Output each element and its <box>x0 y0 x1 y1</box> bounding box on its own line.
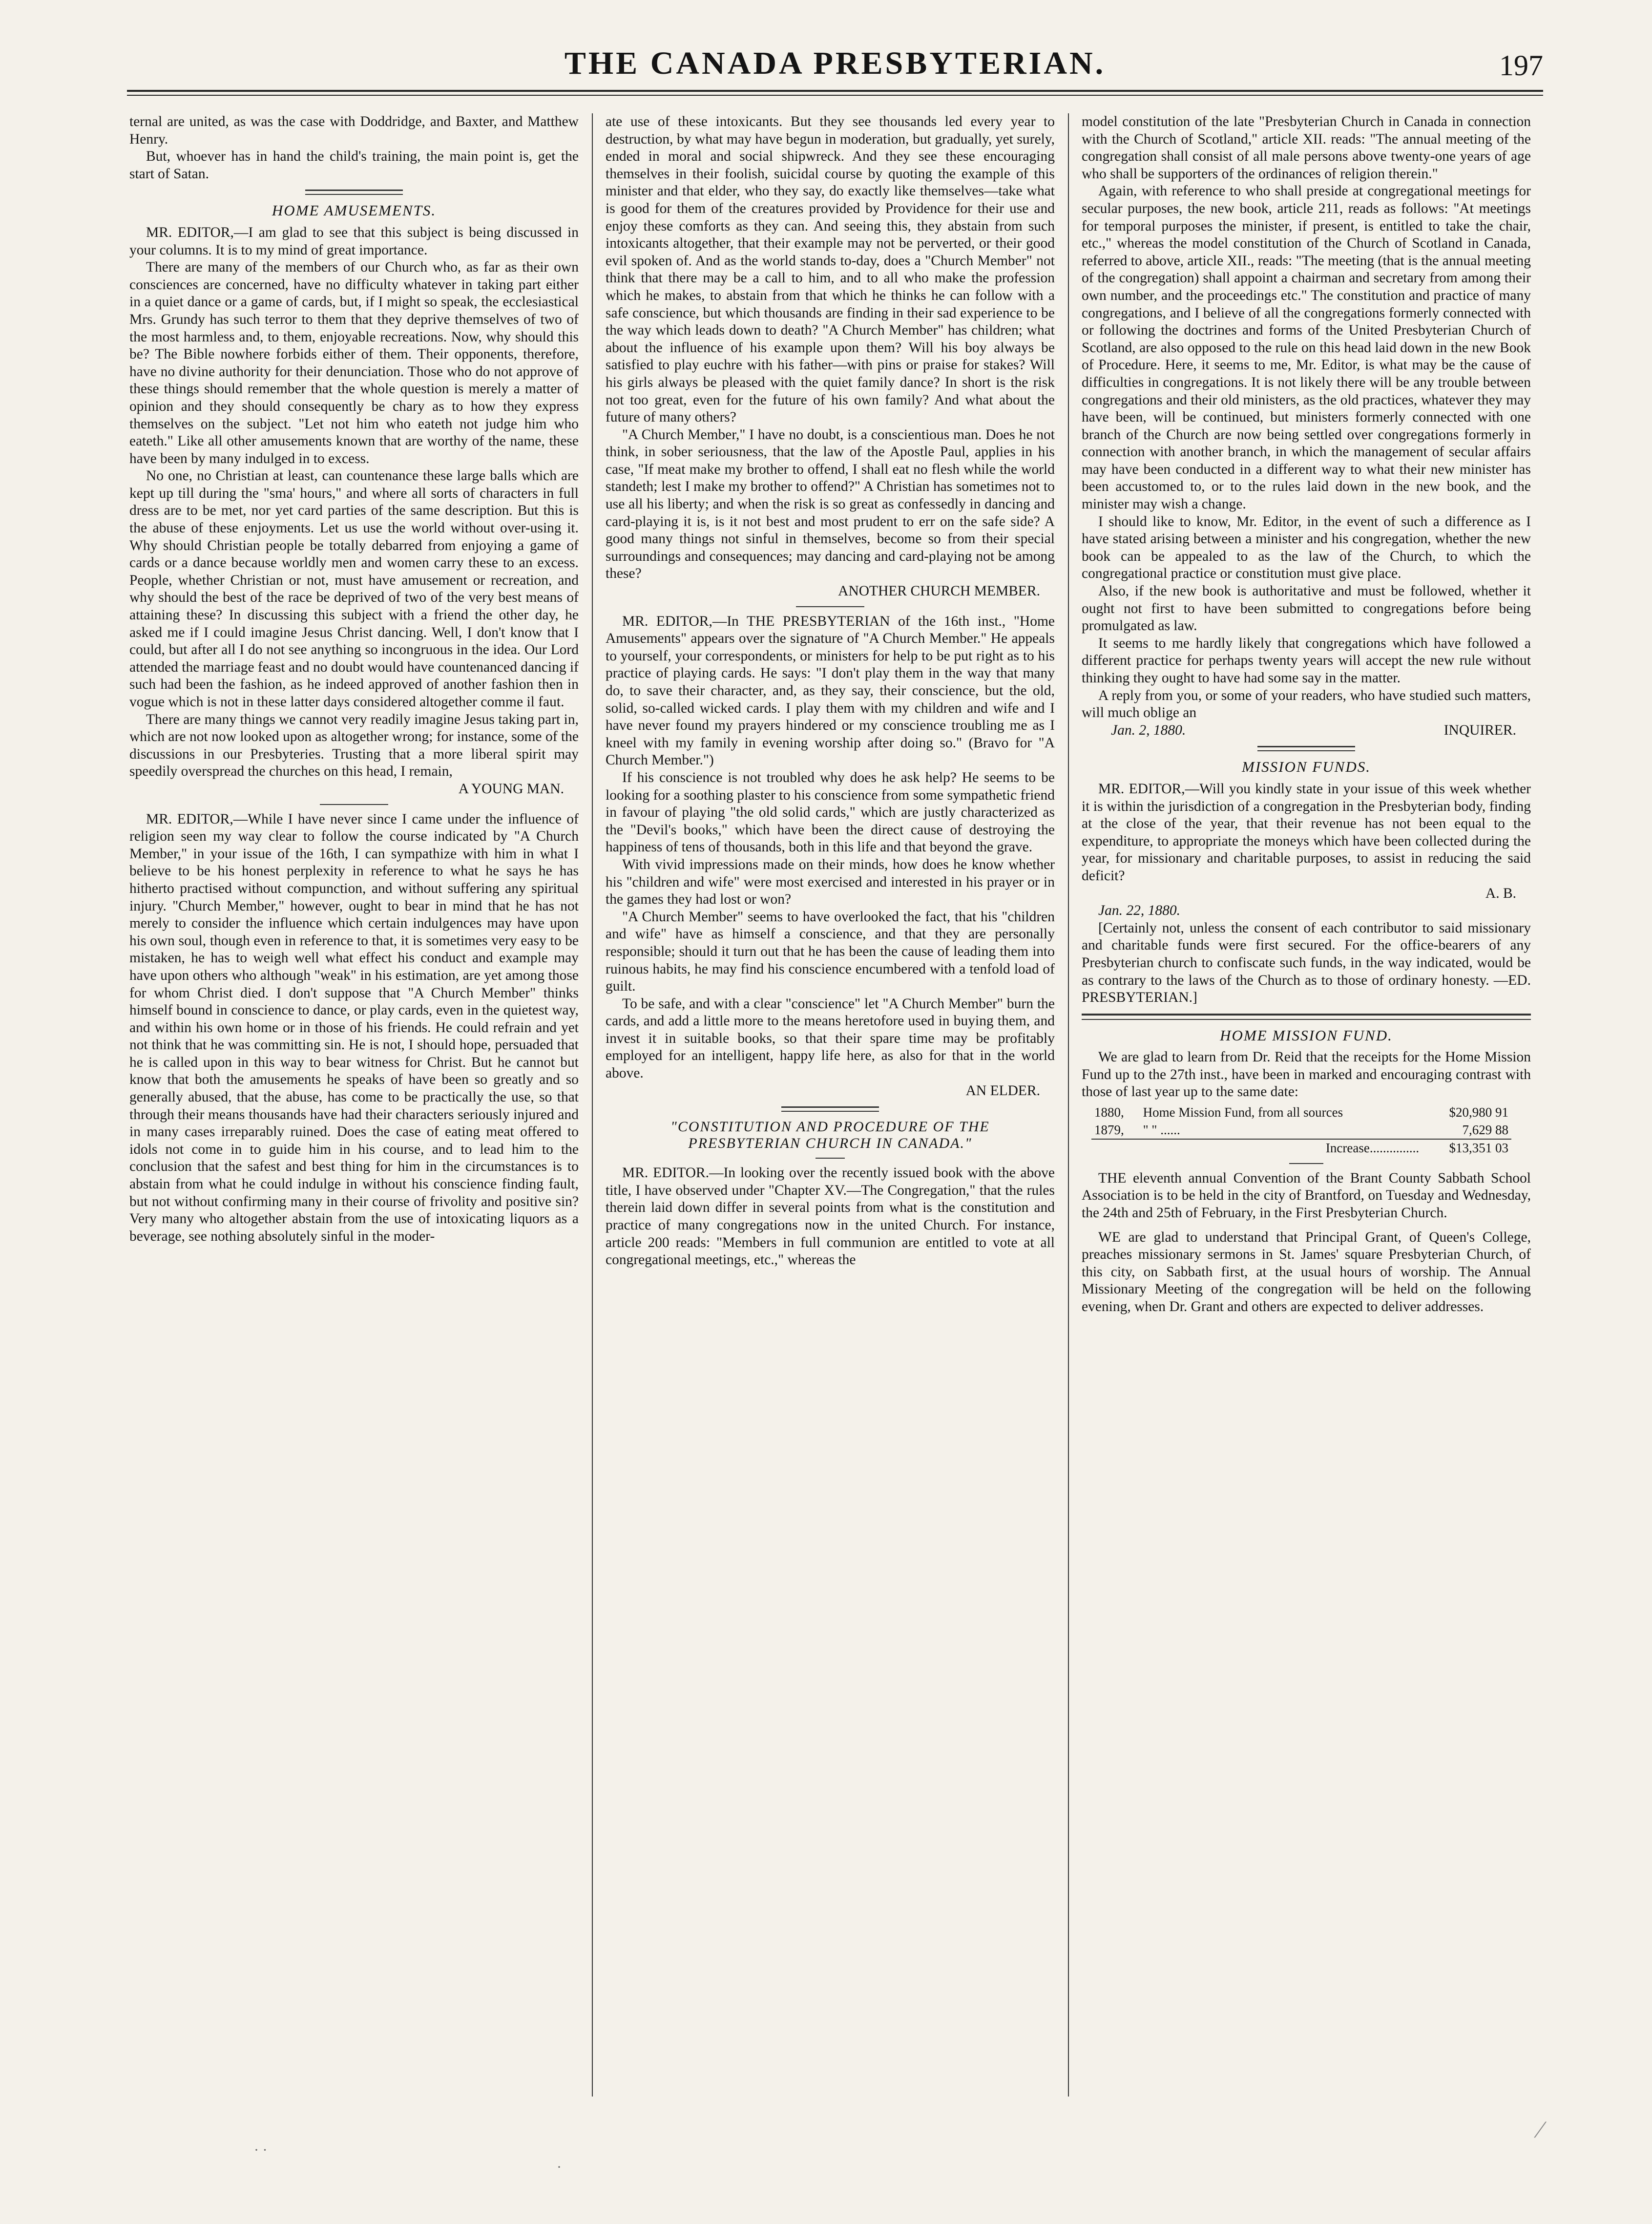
print-speck: · · <box>254 2142 268 2158</box>
letter-signature: ANOTHER CHURCH MEMBER. <box>838 583 1040 599</box>
print-speck: · <box>557 2159 562 2175</box>
masthead-rule-thin <box>127 95 1543 96</box>
letter-paragraph: MR. EDITOR,—I am glad to see that this subject is being discussed in your columns. It is to my mind of great importance. <box>129 224 579 258</box>
table-cell: " " ...... <box>1143 1122 1180 1137</box>
letter-rule <box>796 606 864 607</box>
column-1 <box>129 113 579 2106</box>
heading-rule <box>816 1158 845 1159</box>
table-cell: $20,980 91 <box>1449 1105 1508 1120</box>
section-heading-home-mission-fund: HOME MISSION FUND. <box>1220 1026 1393 1044</box>
paragraph: I should like to know, Mr. Editor, in the event of such a difference as I have stated arising between a minister and his congregation, whether the new book can be appealed to as the law of the Church, to which the congregational practice or constitution must give place. <box>1082 513 1531 582</box>
news-item: WE are glad to understand that Principal Grant, of Queen's College, preaches missionary sermons in St. James' square Presbyterian Church, of this city, on Sabbath first, at the usual hours of worship. The Annual Missionary Meeting of the congregation will be held on the following evening, when Dr. Grant and others are expected to deliver addresses. <box>1082 1229 1531 1314</box>
letter-signature: A YOUNG MAN. <box>458 781 564 797</box>
table-cell: $13,351 03 <box>1422 1139 1511 1157</box>
letter-paragraph: MR. EDITOR,—Will you kindly state in your issue of this week whether it is within the jurisdiction of a congregation in the Presbyterian body, finding at the close of the year, that their revenue has not been equal to the expenditure, to appropriate the moneys which have been collected during the year, for missionary and charitable purposes, to assist in reducing the said deficit? <box>1082 781 1531 884</box>
table-row <box>1091 1122 1511 1140</box>
section-heading-constitution: "CONSTITUTION AND PROCEDURE OF THE PRESBYTERIAN CHURCH IN CANADA." <box>670 1119 990 1152</box>
paragraph: model constitution of the late "Presbyterian Church in Canada in connection with the Church of Scotland," article XII. reads: "The annual meeting of the congregation shall consist of all male persons above twenty-one years of age who shall be supporters of the ordinances of religion therein." <box>1082 114 1531 182</box>
paragraph: Also, if the new book is authoritative and must be followed, whether it ought not first to have been submitted to congregations before being promulgated as law. <box>1082 583 1531 634</box>
letter-paragraph: To be safe, and with a clear "conscience" let "A Church Member" burn the cards, and add a little more to the means heretofore used in buying them, and invest it in suitable books, so that their spare time may be profitably employed for an intelligent, happy life here, as also for that in the world above. <box>606 996 1055 1081</box>
masthead-rule <box>127 90 1543 92</box>
fund-table <box>1091 1104 1511 1157</box>
letter-paragraph: MR. EDITOR,—While I have never since I came under the influence of religion seen my way clear to follow the course indicated by "A Church Member," in your issue of the 16th, I can sympathize with him in what I believe to be his honest perplexity in reference to what he says he has hitherto practised without compunction, and without suffering any spiritual injury. "Church Member," however, ought to bear in mind that he has not merely to consider the influence which certain indulgences may have upon his own soul, though even in reference to that, it is sometimes very easy to be mistaken, he has to weigh well what effect his conduct and example may have upon others who although "weak" in his estimation, are yet among those for whom Christ died. I don't suppose that "A Church Member" thinks himself bound in conscience to dance, or play cards, even in the quietest way, and within his own home or in those of his friends. He could refrain and yet not think that he was committing sin. He is not, I should hope, persuaded that he is called upon in this way to bear witness for Christ. But he cannot but know that both the amusements he speaks of have been so greatly and so generally abused, that the abuse, has come to be practically the use, so that through their means thousands have had their characters seriously injured and in many cases irreparably ruined. Does the case of eating meat offered to idols not come in to guide him in his course, and to lead him to the conclusion that the safest and best thing for him in the circumstances is to abstain from what he could indulge in without his conscience finding fault, but not without confirming many in their course of frivolity and positive sin? Very many who altogether abstain from the use of intoxicating liquors as a beverage, see nothing absolutely sinful in the moder- <box>129 811 579 1244</box>
section-rule <box>781 1106 879 1112</box>
paragraph: We are glad to learn from Dr. Reid that the receipts for the Home Mission Fund up to the 27th inst., have been in marked and encouraging contrast with those of last year up to the same date: <box>1082 1049 1531 1100</box>
paragraph: But, whoever has in hand the child's training, the main point is, get the start of Satan. <box>129 148 579 182</box>
item-rule <box>1289 1163 1323 1164</box>
table-cell: Increase............... <box>1140 1139 1422 1157</box>
letter-signature: INQUIRER. <box>1443 722 1516 738</box>
paragraph: It seems to me hardly likely that congregations which have followed a different practice for perhaps twenty years will accept the new rule without thinking they ought to have had some say in the matter. <box>1082 635 1531 686</box>
table-cell: Home Mission Fund, from all sources <box>1143 1105 1343 1120</box>
letter-paragraph: MR. EDITOR.—In looking over the recently issued book with the above title, I have observed under "Chapter XV.—The Congregation," that the rules therein laid down differ in several points from what is the constitution and practice of many congregations now in the united Church. For instance, article 200 reads: "Members in full communion are entitled to vote at all congregational meetings, etc.," whereas the <box>606 1165 1055 1268</box>
letter-date: Jan. 22, 1880. <box>1098 903 1180 919</box>
paragraph: "A Church Member," I have no doubt, is a conscientious man. Does he not think, in sober seriousness, that the law of the Apostle Paul, applies in his case, "If meat make my brother to offend, I shall eat no flesh while the world standeth; lest I make my brother to offend?" A Christian has sometimes not to use all his liberty; and when the risk is so great as confessedly in dancing and card-playing it is, is it not best and most prudent to err on the safe side? A good many things not sinful in themselves, become so from their special surroundings and consequences; may dancing and card-playing not be among these? <box>606 426 1055 582</box>
letter-paragraph: No one, no Christian at least, can countenance these large balls which are kept up till during the "sma' hours," and where all sorts of characters in full dress are to be met, nor yet card parties of the same description. But this is the abuse of these enjoyments. Let us use the world without over-using it. Why should Christian people be totally debarred from enjoying a game of cards or a dance because worldly men and women carry these to an excess. People, whether Christian or not, must have amusement or recreation, and why should the best of the race be deprived of two of the very best means of attaining these? In discussing this subject with a friend the other day, he asked me if I could imagine Jesus Christ dancing. Well, I don't know that I could, but after all I do not see anything so incongruous in the idea. Our Lord attended the marriage feast and no doubt would have countenanced dancing if such had been the fashion, as he indeed approved of another fashion then in vogue which is not in these latter days considered altogether comme il faut. <box>129 468 579 710</box>
news-item: THE eleventh annual Convention of the Brant County Sabbath School Association is to be held in the city of Brantford, on Tuesday and Wednesday, the 24th and 25th of February, in the First Presbyterian Church. <box>1082 1170 1531 1221</box>
letter-paragraph: There are many things we cannot very readily imagine Jesus taking part in, which are not now looked upon as altogether wrong; for instance, some of the discussions in our Presbyteries. Trusting that a more liberal spirit may speedily overspread the churches on this head, I remain, <box>129 711 579 780</box>
column-divider <box>592 113 593 2097</box>
paragraph: ternal are united, as was the case with Doddridge, and Baxter, and Matthew Henry. <box>129 114 579 147</box>
column-2 <box>606 113 1055 2106</box>
section-rule-heavy <box>1082 1014 1531 1020</box>
section-rule <box>1257 746 1355 751</box>
table-row-total <box>1091 1139 1511 1157</box>
print-speck: ⁄ <box>1538 2116 1543 2143</box>
letter-signature-row <box>1082 722 1531 740</box>
column-3 <box>1082 113 1531 2106</box>
masthead <box>127 45 1543 99</box>
table-row <box>1091 1104 1511 1122</box>
letter-paragraph: With vivid impressions made on their minds, how does he know whether his "children and wife" were most exercised and interested in his prayer or in the games they had lost or won? <box>606 856 1055 908</box>
paragraph: A reply from you, or some of your readers, who have studied such matters, will much oblige an <box>1082 687 1531 721</box>
paragraph: Again, with reference to who shall preside at congregational meetings for secular purposes, the new book, article 211, reads as follows: "At meetings for temporal purposes the minister, if present, is entitled to take the chair, etc.," whereas the model constitution of the Church of Scotland in Canada, referred to above, article XII., reads: "The meeting (that is the annual meeting of the congregation) shall appoint a chairman and secretary from among their own number, and the proceedings etc." The constitution and practice of many congregations, and I believe of all the congregations formerly connected with or following the doctrines and forms of the United Presbyterian Church of Scotland, are also opposed to the rule on this head laid down in the new Book of Procedure. Here, it seems to me, Mr. Editor, is what may be the cause of difficulties in congregations. It is not likely there will be any trouble between congregations and their old ministers, as the old practices, whatever they may have been, will be continued, but ministers formerly connected with one branch of the Church are now being settled over congregations formerly in connection with another branch, in which the management of secular affairs may have been conducted in a different way to what their new minister has been accustomed to, or to the rules laid down in the new book, and the minister may wish a change. <box>1082 183 1531 512</box>
letter-signature: AN ELDER. <box>965 1082 1040 1099</box>
table-cell: 1879, <box>1094 1122 1124 1137</box>
page-number: 197 <box>1499 49 1543 82</box>
column-divider <box>1068 113 1069 2097</box>
letter-signature: A. B. <box>1485 885 1516 901</box>
page-title: THE CANADA PRESBYTERIAN. <box>564 45 1106 81</box>
table-cell: 1880, <box>1094 1105 1124 1120</box>
table-cell: 7,629 88 <box>1462 1122 1508 1137</box>
section-heading-home-amusements: HOME AMUSEMENTS. <box>272 202 437 219</box>
letter-date: Jan. 2, 1880. <box>1111 722 1186 738</box>
letter-paragraph: "A Church Member" seems to have overlooked the fact, that his "children and wife" have as himself a conscience, and that they are personally responsible; should it turn out that he has been the cause of leading them into ruinous habits, he may find his conscience encumbered with a tenfold load of guilt. <box>606 909 1055 995</box>
section-rule <box>305 190 403 195</box>
editor-reply: [Certainly not, unless the consent of each contributor to said missionary and charitable funds were first secured. For the office-bearers of any Presbyterian church to confiscate such funds, in the way indicated, would be as contrary to the laws of the Church as to those of ordinary honesty. —ED. PRESBYTERIAN.] <box>1082 920 1531 1006</box>
section-heading-mission-funds: MISSION FUNDS. <box>1242 758 1371 776</box>
letter-rule <box>320 804 388 805</box>
letter-paragraph: If his conscience is not troubled why does he ask help? He seems to be looking for a soothing plaster to his conscience from some sympathetic friend in favour of playing "the old solid cards," which are justly characterized as the "Devil's books," which have been the direct cause of destroying the happiness of tens of thousands, both in this life and that beyond the grave. <box>606 769 1055 855</box>
letter-paragraph: There are many of the members of our Church who, as far as their own consciences are concerned, have no difficulty whatever in taking part either in a quiet dance or a game of cards, but, if I might so speak, the ecclesiastical Mrs. Grundy has such terror to them that they deprive themselves of two of the most harmless and, to them, enjoyable recreations. Now, why should this be? The Bible nowhere forbids either of them. Their opponents, therefore, have no divine authority for their denunciation. Those who do not approve of these things should remember that the whole question is merely a matter of opinion and they should consequently be chary as to how they express themselves on the subject. "Let not him who eateth not judge him who eateth." Like all other amusements known that are worthy of the name, these have been by many indulged in to excess. <box>129 259 579 466</box>
paragraph: ate use of these intoxicants. But they see thousands led every year to destruction, by what may have begun in moderation, but gradually, yet surely, ended in moral and social shipwreck. And they see these encouraging themselves in their foolish, suicidal course by quoting the example of this minister and that elder, who they say, do exactly like themselves—take what is good for them of the creatures provided by Providence for their use and enjoy these comforts as they can. And seeing this, they abstain from such intoxicants altogether, that their example may not be perverted, or their good evil spoken of. And as the world stands to-day, does a "Church Member" not think that there may be a call to him, and to all who make the profession which he makes, to abstain from that which he thinks he can follow with a safe conscience, but which thousands are finding in their sad experience to be the way which leads down to death? "A Church Member" has children; what about the influence of his example upon them? Will his boy always be satisfied to play euchre with his father—with pins or praise for stakes? Will his girls always be pleased with the quiet family dance? In short is the risk not too great, even for the future of his own family? And what about the future of many others? <box>606 114 1055 425</box>
letter-paragraph: MR. EDITOR,—In THE PRESBYTERIAN of the 16th inst., "Home Amusements" appears over the signature of "A Church Member." He appeals to yourself, your correspondents, or ministers for help to be put right as to his practice of playing cards. He says: "I don't play them in the way that many do, to save their character, and, as they say, their conscience, but the old, solid, so-called wicked cards. I play them with my children and wife and I have never found my prayers hindered or my conscience troubling me as I kneel with my family in evening worship after doing so." (Bravo for "A Church Member.") <box>606 613 1055 768</box>
